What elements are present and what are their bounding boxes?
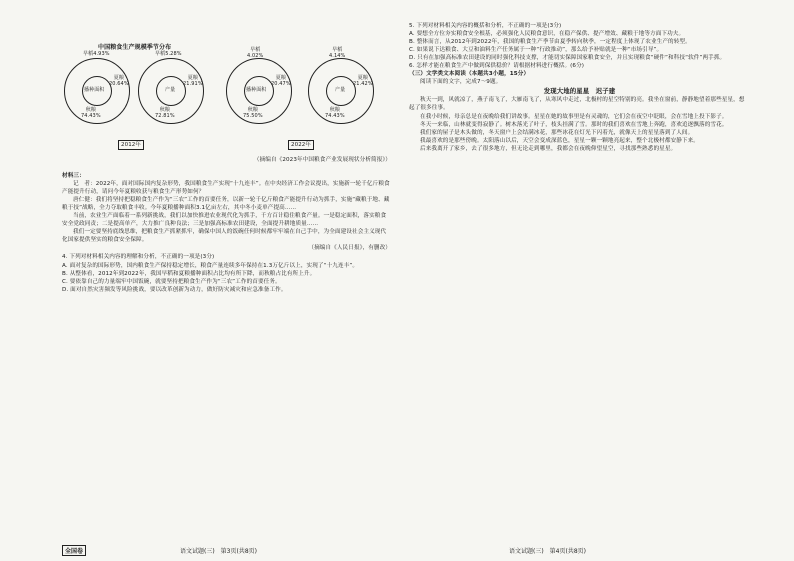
story-paragraph: 我最喜欢的是那些傍晚。太阳落山以后，天空会变成深蓝色，星星一颗一颗地亮起来，整个北极村都安静下来。 [420,137,699,144]
story-paragraph: 后来我离开了家乡，去了很多地方，但无论走到哪里，我都会在夜晚仰望星空，寻找那些熟悉的星星。 [420,145,677,152]
story-paragraph: 冬天一来临，山林就变得寂静了。树木落光了叶子，枝头挂满了雪。那时的我们喜欢在雪地上奔跑，喜欢追逐飘落的雪花。 [420,121,728,128]
paragraph: 我们一定要坚持底线思维，把粮食生产抓紧抓牢，确保中国人的饭碗任何时候都牢牢端在自己手中，为全面建设社会主义现代化国家提供坚实的粮食安全保障。 [62,229,387,244]
q4-option-d: D. 面对自然灾害频发等风险挑战，要以改革创新为动力，做好防灾减灾和应急准备工作。 [62,286,287,293]
pie2-top-label: 早稻5.28% [155,51,182,57]
right-page [397,0,794,561]
exam-tag: 全国卷 [62,545,86,556]
pie3-top-label: 早稻 4.02% [247,47,264,59]
pie1-right-label: 夏粮 20.64% [109,75,129,87]
story-paragraph: 我们家的屋子是木头做的，冬天窗户上会结满冰花，那些冰花在灯光下闪着光，就像天上的星星落到了人间。 [420,129,694,136]
pie-chart-3 [226,47,292,124]
q4-option-c: C. 要依靠自己的力量端牢中国饭碗，就要坚持把粮食生产作为“三农”工作的首要任务。 [62,278,281,285]
left-column [62,22,391,543]
pie2-bottom-label: 秋粮 72.81% [155,107,175,119]
q5-option-c: C. 如果说下达粮食、大豆和油料生产任务属于一种“行政推动”，那么给予补贴就是一种“市场引导”。 [409,47,663,54]
pie1-center-label: 播种面积 [84,87,105,93]
q5-option-a: A. 要想全方位夯实粮食安全根基，必须强化人民粮食意识，在稳产保供、提产增效、藏粮于地等方面下功夫。 [409,31,685,38]
pie3-center-label: 播种面积 [246,87,267,93]
right-page-footer: 语文试题(三) 第4页(共8页) [509,548,586,555]
pie4-top-label: 早稻 4.14% [329,47,346,59]
pie-chart-2 [138,51,204,124]
pie2-right-label: 夏粮 21.91% [183,75,203,87]
pie-figure [62,22,391,172]
pie1-top-label: 早稻4.93% [83,51,110,57]
paragraph: 当前，农业生产面临着一系列新挑战，我们以加快推进农业现代化为抓手，千方百计稳住粮食产量。一是稳定面积，落实粮食安全党政同责；二是提高单产，大力推广良种良法；三是加强高标准农田建设，全面提升耕地质量…… [62,213,387,228]
material3-source: （摘编自《人民日报》，有删改） [308,245,391,252]
pie4-bottom-label: 秋粮 74.43% [325,107,345,119]
section-heading: （三）文学类文本阅读（本题共3小题，15分） [409,71,530,78]
pie-chart-1 [64,51,130,124]
pie4-center-label: 产量 [335,87,346,93]
figure-title: 中国粮食生产规模季节分布 [98,44,172,51]
pie-chart-4 [308,47,374,124]
q4-option-b: B. 从整体看，2012年到2022年，我国早稻和夏粮播种面积占比均有所下降，而秋粮占比有所上升。 [62,270,316,277]
paragraph: 唐仁健：我们将坚持把稳粮食生产作为“三农”工作的首要任务，以新一轮千亿斤粮食产能提升行动为抓手，实施“藏粮于地、藏粮于技”战略，全力夺取粮食丰收。今年夏粮播种面积3.1亿亩左右，其中冬小麦单产提高…… [62,197,390,212]
material3-heading: 材料三： [62,173,85,179]
story-paragraph: 秋天一到，风就凉了，燕子南飞了，大雁南飞了，从寒风中走过，北极村的星空特别的亮。我坐在窗前，静静地望着那些星星，想起了很多往事。 [409,97,745,112]
q4-option-a: A. 面对复杂的国际形势，国内粮食生产保持稳定增长，粮食产量连续多年保持在1.3万亿斤以上，实现了“十九连丰”。 [62,262,359,269]
year-2012-box: 2012年 [118,140,144,150]
pie4-right-label: 夏粮 21.42% [353,75,373,87]
q5-option-b: B. 整体而言，从2012年到2022年，我国的粮食生产季节由夏季转向秋季，一定程度上体现了农业生产的转型。 [409,39,691,46]
q5-option-d: D. 只有在加强高标准农田建设的同时强化科技支撑，才能切实保障国家粮食安全，并且实现粮食“硬件”和科技“软件”两手抓。 [409,55,726,62]
question-5-stem: 5. 下列对材料相关内容的概括和分析，不正确的一项是(3分) [409,23,562,29]
left-page-footer: 语文试题(三) 第3页(共8页) [180,548,257,555]
year-2022-box: 2022年 [288,140,314,150]
pie3-bottom-label: 秋粮 75.50% [243,107,263,119]
section-instructions: 阅读下面的文字，完成7～9题。 [420,79,502,86]
story-paragraph: 在我小时候，母亲总是在夜晚给我们讲故事。星星在她的故事里是有灵魂的，它们会在夜空中眨眼，会在雪地上投下影子。 [420,113,728,120]
question-4-stem: 4. 下列对材料相关内容的理解和分析，不正确的一项是(3分) [62,254,215,261]
story-title: 发现大地的星星 迟子建 [543,87,616,96]
right-column [409,22,750,543]
paragraph: 记 者：2022年，面对国际国内复杂形势，我国粮食生产实现“十九连丰”。在中央经济工作会议提出，实施新一轮千亿斤粮食产能提升行动，请问今年夏粮收获与粮食生产形势如何？ [62,181,390,196]
figure-source: （摘编自《2023年中国粮食产业发展现状分析简报》） [253,157,391,163]
pie1-bottom-label: 秋粮 74.43% [81,107,101,119]
pie3-right-label: 夏粮 20.47% [271,75,291,87]
pie2-center-label: 产量 [165,87,176,93]
question-6-stem: 6. 怎样才能在粮食生产中做到保供稳价？请根据材料进行概括。(6分) [409,63,585,70]
